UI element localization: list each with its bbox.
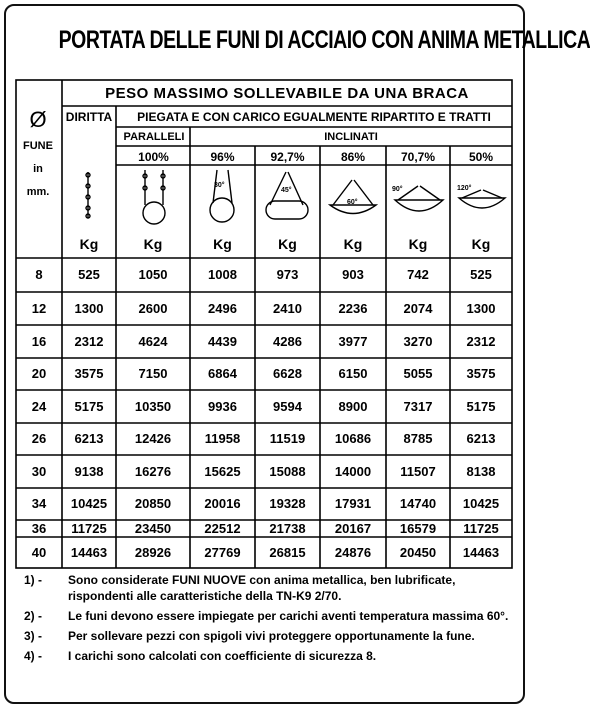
capacity-cell: 16579 xyxy=(399,520,437,536)
capacity-cell: 7150 xyxy=(138,366,168,381)
diameter-cell: 34 xyxy=(31,496,47,511)
diameter-cell: 20 xyxy=(31,366,47,381)
note-number: 2) - xyxy=(24,609,42,623)
capacity-cell: 14463 xyxy=(70,544,108,560)
capacity-cell: 3575 xyxy=(466,366,496,381)
capacity-cell: 11725 xyxy=(463,520,499,536)
capacity-cell: 2410 xyxy=(273,300,302,316)
capacity-cell: 15625 xyxy=(204,463,241,479)
diritta-header: DIRITTA xyxy=(65,110,113,124)
capacity-cell: 5055 xyxy=(403,366,433,381)
pct-60: 86% xyxy=(340,150,366,164)
capacity-cell: 2600 xyxy=(138,300,168,316)
unit-kg-120: Kg xyxy=(471,236,491,252)
capacity-cell: 3977 xyxy=(338,333,368,349)
capacity-cell: 14463 xyxy=(462,544,500,560)
unit-kg-45: Kg xyxy=(278,236,297,252)
capacity-cell: 27769 xyxy=(204,544,241,560)
capacity-cell: 20167 xyxy=(334,520,372,536)
capacity-cell: 22512 xyxy=(204,520,241,536)
capacity-cell: 5175 xyxy=(74,398,104,414)
paralleli-header: PARALLELI xyxy=(123,131,185,143)
capacity-cell: 3575 xyxy=(74,366,104,381)
capacity-cell: 1300 xyxy=(74,300,104,316)
unit-kg-60: Kg xyxy=(343,236,363,252)
unit-kg-paralleli: Kg xyxy=(143,236,163,252)
capacity-cell: 6213 xyxy=(466,431,496,446)
capacity-cell: 525 xyxy=(470,267,492,282)
parallel-sling-icon xyxy=(143,170,165,224)
capacity-cell: 8138 xyxy=(466,463,496,479)
sling-icons xyxy=(86,170,505,224)
capacity-cell: 17931 xyxy=(334,496,372,511)
note-item xyxy=(24,572,514,604)
capacity-cell: 8785 xyxy=(403,431,433,446)
note-text: Sono considerate FUNI NUOVE con anima metallica, ben lubrificate, rispondenti alle caratteristiche della TN-K9 2/70. xyxy=(68,573,456,603)
capacity-cell: 28926 xyxy=(134,544,172,560)
notes-section xyxy=(24,572,514,668)
capacity-cell: 8900 xyxy=(338,398,368,414)
pct-45: 92,7% xyxy=(270,150,305,164)
diameter-cell: 40 xyxy=(31,544,47,560)
capacity-cell: 2236 xyxy=(338,300,368,316)
capacity-cell: 11725 xyxy=(71,520,107,536)
capacity-cell: 14000 xyxy=(334,463,372,479)
capacity-cell: 2496 xyxy=(208,300,237,316)
angle-label-90: 90° xyxy=(392,186,403,193)
capacity-cell: 742 xyxy=(407,267,429,282)
capacity-cell: 24876 xyxy=(334,544,372,560)
capacity-cell: 10350 xyxy=(134,398,172,414)
capacity-cell: 26815 xyxy=(269,544,306,560)
pct-30: 96% xyxy=(210,150,235,164)
capacity-cell: 903 xyxy=(342,267,364,282)
sling-45-icon xyxy=(266,172,308,219)
capacity-cell: 10425 xyxy=(70,496,108,511)
capacity-cell: 10425 xyxy=(462,496,500,511)
capacity-cell: 11507 xyxy=(400,463,436,479)
capacity-cell: 23450 xyxy=(134,520,172,536)
capacity-cell: 2312 xyxy=(466,333,496,349)
angle-label-45: 45° xyxy=(281,187,292,194)
fune-mm-label: mm. xyxy=(26,186,50,198)
note-number: 3) - xyxy=(24,629,42,643)
capacity-cell: 11958 xyxy=(204,431,241,446)
capacity-cell: 11519 xyxy=(269,431,306,446)
note-text: I carichi sono calcolati con coefficiente di sicurezza 8. xyxy=(68,649,377,663)
capacity-cell: 1050 xyxy=(138,267,168,282)
sling-60-icon xyxy=(330,180,376,214)
diameter-cell: 8 xyxy=(35,267,43,282)
diameter-cell: 16 xyxy=(31,333,47,349)
note-item xyxy=(24,628,514,644)
unit-kg-diritta: Kg xyxy=(79,236,99,252)
unit-kg-30: Kg xyxy=(213,236,232,252)
capacity-cell: 19328 xyxy=(269,496,306,511)
capacity-cell: 10686 xyxy=(334,431,372,446)
capacity-cell: 9594 xyxy=(273,398,302,414)
capacity-cell: 21738 xyxy=(269,520,306,536)
capacity-cell: 4286 xyxy=(273,333,302,349)
note-item xyxy=(24,608,514,624)
diameter-cell: 12 xyxy=(31,300,47,316)
capacity-cell: 6864 xyxy=(208,366,237,381)
capacity-cell: 15088 xyxy=(269,463,306,479)
note-item xyxy=(24,648,514,664)
sling-30-icon xyxy=(210,170,234,222)
capacity-cell: 12426 xyxy=(134,431,172,446)
angle-label-60: 60° xyxy=(347,199,358,206)
capacity-cell: 4439 xyxy=(208,333,237,349)
capacity-cell: 6213 xyxy=(74,431,104,446)
capacity-cell: 9936 xyxy=(208,398,237,414)
fune-in-label: in xyxy=(33,163,43,175)
capacity-cell: 2074 xyxy=(403,300,433,316)
header-main: PESO MASSIMO SOLLEVABILE DA UNA BRACA xyxy=(105,85,469,102)
capacity-cell: 16276 xyxy=(134,463,172,479)
capacity-cell: 6628 xyxy=(273,366,302,381)
capacity-cell: 3270 xyxy=(403,333,433,349)
straight-sling-icon xyxy=(86,172,90,218)
capacity-cell: 6150 xyxy=(338,366,368,381)
note-text: Per sollevare pezzi con spigoli vivi proteggere opportunamente la fune. xyxy=(68,629,475,643)
note-number: 4) - xyxy=(24,649,42,663)
diameter-cell: 24 xyxy=(31,398,47,414)
note-number: 1) - xyxy=(24,573,42,587)
inclinati-header: INCLINATI xyxy=(324,131,378,143)
capacity-cell: 973 xyxy=(276,267,299,282)
capacity-cell: 14740 xyxy=(399,496,437,511)
capacity-cell: 20016 xyxy=(204,496,241,511)
capacity-cell: 7317 xyxy=(403,398,433,414)
angle-label-120: 120° xyxy=(457,185,472,192)
capacity-cell: 525 xyxy=(78,267,100,282)
capacity-cell: 20850 xyxy=(134,496,172,511)
angle-label-30: 30° xyxy=(214,182,225,189)
capacity-cell: 5175 xyxy=(466,398,496,414)
capacity-cell: 1300 xyxy=(466,300,496,316)
capacity-cell: 20450 xyxy=(399,544,437,560)
diameter-cell: 26 xyxy=(31,431,47,446)
fune-label: FUNE xyxy=(23,140,53,152)
diameter-cell: 30 xyxy=(31,463,47,479)
capacity-cell: 4624 xyxy=(138,333,168,349)
pct-90: 70,7% xyxy=(400,150,436,164)
note-text: Le funi devono essere impiegate per carichi aventi temperatura massima 60°. xyxy=(68,609,509,623)
sign-title: PORTATA DELLE FUNI DI ACCIAIO CON ANIMA METALLICA xyxy=(58,26,590,54)
capacity-cell: 9138 xyxy=(74,463,104,479)
pct-120: 50% xyxy=(468,150,494,164)
pct-paralleli: 100% xyxy=(138,150,169,164)
capacity-cell: 1008 xyxy=(208,267,237,282)
unit-kg-90: Kg xyxy=(408,236,428,252)
sling-120-icon xyxy=(459,190,505,208)
diameter-cell: 36 xyxy=(31,520,47,536)
diameter-symbol: Ø xyxy=(29,107,47,132)
piegata-header: PIEGATA E CON CARICO EGUALMENTE RIPARTITO E TRATTI xyxy=(137,110,491,124)
capacity-cell: 2312 xyxy=(74,333,104,349)
